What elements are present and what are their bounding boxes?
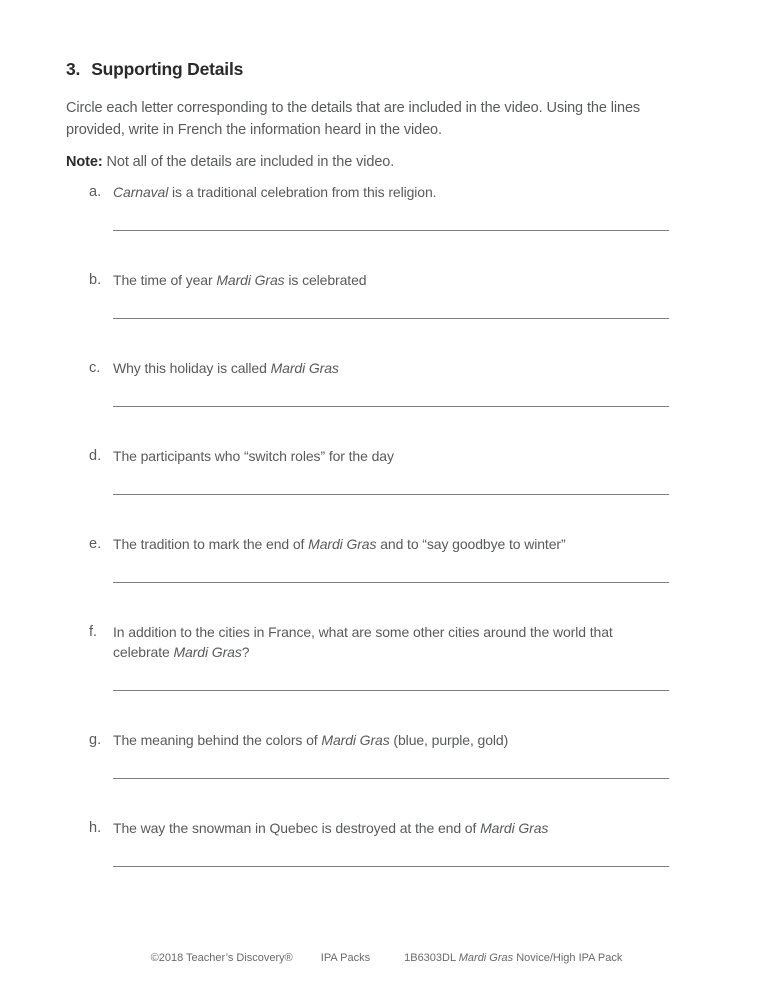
question-item-d: [89, 446, 707, 495]
answer-line: [113, 494, 669, 495]
note-label: Note:: [66, 154, 103, 170]
answer-line: [113, 406, 669, 407]
question-item-g: [89, 730, 707, 779]
question-letter: f.: [89, 624, 98, 640]
question-item-b: [89, 270, 707, 319]
question-item-e: [89, 534, 707, 583]
question-letter: e.: [89, 536, 102, 552]
question-list: [89, 182, 707, 867]
answer-line: [113, 582, 669, 583]
question-letter: g.: [89, 732, 102, 748]
question-item-h: [89, 818, 707, 867]
question-letter: b.: [89, 272, 102, 288]
question-letter: h.: [89, 820, 102, 836]
page-content: [66, 58, 707, 906]
question-text: In addition to the cities in France, what are some other cities around the world that celebrate Mardi Gras?: [113, 624, 613, 660]
question-item-a: [89, 182, 707, 231]
question-letter: a.: [89, 184, 102, 200]
question-text: Why this holiday is called Mardi Gras: [113, 360, 339, 376]
question-item-f: [89, 622, 707, 691]
question-letter: d.: [89, 448, 102, 464]
question-text: The tradition to mark the end of Mardi Gras and to “say goodbye to winter”: [113, 536, 566, 552]
section-number: 3.: [66, 59, 81, 79]
question-text: The participants who “switch roles” for the day: [113, 448, 394, 464]
answer-line: [113, 230, 669, 231]
footer-copyright: ©2018 Teacher’s Discovery®: [150, 952, 293, 964]
note-text: Not all of the details are included in the video.: [102, 154, 395, 170]
note-line: [66, 152, 707, 172]
answer-line: [113, 690, 669, 691]
question-text: The meaning behind the colors of Mardi Gras (blue, purple, gold): [113, 732, 509, 748]
footer-series: IPA Packs: [320, 952, 371, 964]
instructions-text: Circle each letter corresponding to the details that are included in the video. Using the lines provided, write in French the information heard in the video.: [66, 100, 641, 138]
answer-line: [113, 778, 669, 779]
footer-product: 1B6303DL Mardi Gras Novice/High IPA Pack: [404, 952, 623, 964]
answer-line: [113, 866, 669, 867]
section-title: Supporting Details: [91, 59, 244, 79]
question-text: The way the snowman in Quebec is destroyed at the end of Mardi Gras: [113, 820, 549, 836]
answer-line: [113, 318, 669, 319]
question-item-c: [89, 358, 707, 407]
question-text: Carnaval is a traditional celebration from this religion.: [113, 184, 437, 200]
page-title: [66, 58, 707, 80]
page-footer: [0, 950, 773, 966]
question-letter: c.: [89, 360, 101, 376]
question-text: The time of year Mardi Gras is celebrated: [113, 272, 367, 288]
